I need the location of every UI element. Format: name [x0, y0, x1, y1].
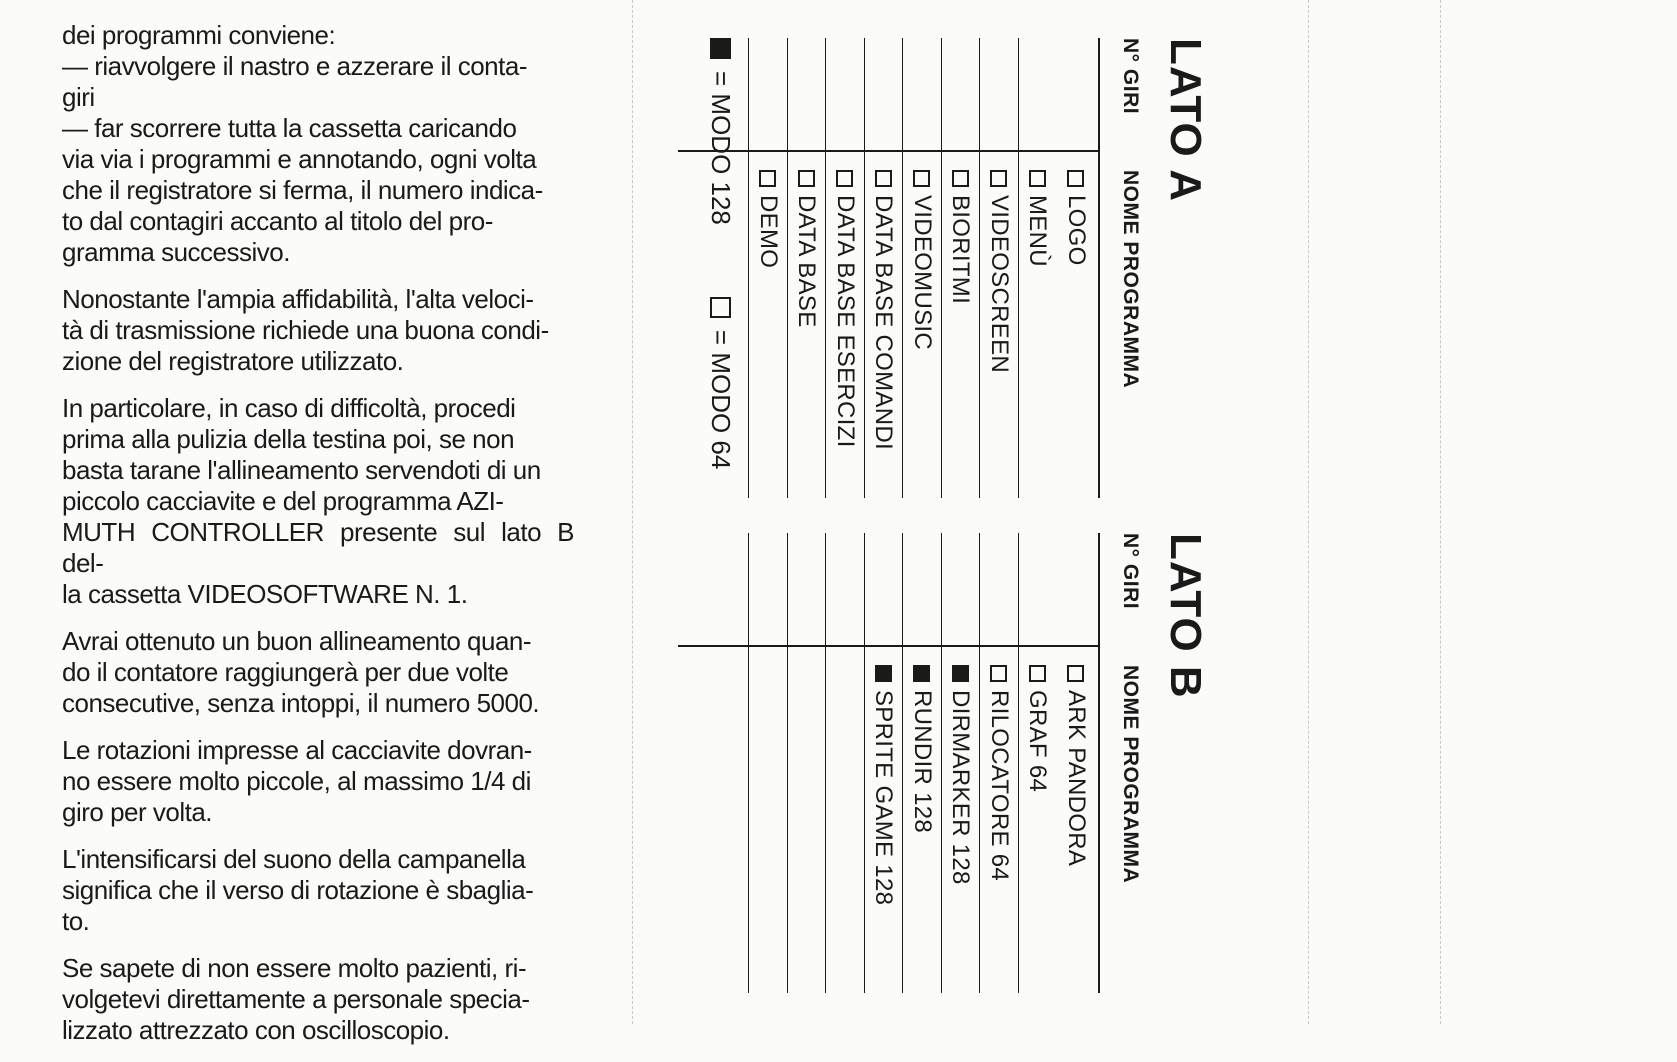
filled-square-icon [710, 38, 731, 59]
program-entry [1062, 665, 1090, 866]
program-name: VIDEOMUSIC [909, 195, 936, 351]
text-line: tà di trasmissione richiede una buona condi- [62, 315, 549, 345]
text-line: volgetevi direttamente a personale specia- [62, 984, 530, 1014]
program-entry [793, 170, 821, 328]
empty-square-icon [1068, 170, 1085, 187]
program-entry [754, 170, 782, 268]
text-line: Avrai ottenuto un buon allineamento quan- [62, 626, 532, 656]
row-separator [787, 38, 788, 498]
empty-square-icon [914, 170, 931, 187]
text-line: zione del registratore utilizzato. [62, 346, 404, 376]
paragraph-5 [62, 735, 574, 828]
text-line: via via i programmi e annotando, ogni volta [62, 144, 537, 174]
text-line: L'intensificarsi del suono della campanella [62, 844, 526, 874]
text-line: no essere molto piccole, al massimo 1/4 di [62, 766, 531, 796]
program-name: RILOCATORE 64 [986, 690, 1013, 882]
row-separator [1018, 533, 1019, 993]
empty-square-icon [952, 170, 969, 187]
header-giri: N° GIRI [1119, 533, 1142, 610]
text-line: lizzato attrezzato con oscilloscopio. [62, 1015, 450, 1045]
side-a-column [685, 38, 1210, 498]
program-entry [947, 170, 975, 304]
filled-square-icon [875, 665, 892, 682]
empty-square-icon [1029, 170, 1046, 187]
row-separator [749, 38, 750, 498]
row-separator [903, 38, 904, 498]
empty-square-icon [837, 170, 854, 187]
text-line: significa che il verso di rotazione è sbaglia- [62, 875, 534, 905]
text-line: piccolo cacciavite e del programma AZI- [62, 486, 504, 516]
empty-square-icon [991, 170, 1008, 187]
paragraph-7 [62, 953, 574, 1046]
column-divider [678, 150, 1098, 152]
program-entry [985, 665, 1013, 881]
header-rule [1098, 38, 1100, 498]
empty-square-icon [1029, 665, 1046, 682]
program-name: BIORITMI [947, 195, 975, 305]
program-entry [870, 665, 898, 905]
paragraph-1 [62, 20, 574, 268]
legend-mode-128: = MODO 128 [706, 71, 736, 225]
cassette-inlay [685, 38, 1210, 998]
program-name: RUNDIR 128 [909, 690, 936, 834]
row-separator [864, 533, 865, 993]
row-separator [749, 533, 750, 993]
text-line: do il contatore raggiungerà per due volte [62, 657, 509, 687]
instructions-panel [62, 20, 574, 1062]
empty-square-icon [760, 170, 777, 187]
text-line: to dal contagiri accanto al titolo del pro- [62, 206, 493, 236]
fold-line-1 [632, 0, 633, 1024]
legend-mode-64: = MODO 64 [706, 329, 736, 470]
program-name: DATA BASE COMANDI [870, 195, 898, 450]
header-giri: N° GIRI [1119, 38, 1142, 115]
program-entry [908, 665, 936, 833]
fold-line-2 [1308, 0, 1309, 1024]
header-nome-programma: NOME PROGRAMMA [1119, 170, 1142, 389]
program-name: DIRMARKER 128 [947, 690, 975, 885]
text-line: Le rotazioni impresse al cacciavite dovran- [62, 735, 532, 765]
paragraph-4 [62, 626, 574, 719]
program-name: ARK PANDORA [1063, 690, 1090, 867]
filled-square-icon [952, 665, 969, 682]
program-name: MENÙ [1024, 195, 1052, 267]
program-name: VIDEOSCREEN [986, 195, 1013, 374]
side-b-column [685, 533, 1210, 993]
program-entry [1024, 665, 1052, 792]
empty-square-icon [1068, 665, 1085, 682]
filled-square-icon [914, 665, 931, 682]
row-separator [941, 38, 942, 498]
text-line: gramma successivo. [62, 237, 290, 267]
row-separator [864, 38, 865, 498]
text-line: dei programmi conviene: [62, 20, 336, 50]
program-entry [1062, 170, 1090, 266]
text-line: basta tarane l'allineamento servendoti di un [62, 455, 541, 485]
paragraph-2 [62, 284, 574, 377]
program-entry [947, 665, 975, 885]
program-name: DATA BASE [793, 195, 821, 328]
text-line: Nonostante l'ampia affidabilità, l'alta veloci- [62, 284, 534, 314]
column-divider [678, 645, 1098, 647]
text-line: In particolare, in caso di difficoltà, procedi [62, 393, 516, 423]
row-separator [941, 533, 942, 993]
paragraph-6 [62, 844, 574, 937]
program-entry [870, 170, 898, 450]
empty-square-icon [798, 170, 815, 187]
program-name: DATA BASE ESERCIZI [832, 195, 859, 448]
fold-line-3 [1440, 0, 1441, 1024]
row-separator [980, 38, 981, 498]
text-line: — riavvolgere il nastro e azzerare il conta- [62, 51, 527, 81]
program-name: GRAF 64 [1024, 690, 1052, 793]
row-separator [980, 533, 981, 993]
text-line: giro per volta. [62, 797, 213, 827]
program-entry [1024, 170, 1052, 267]
text-line: to. [62, 906, 90, 936]
row-separator [903, 533, 904, 993]
text-line: giri [62, 82, 95, 112]
empty-square-icon [991, 665, 1008, 682]
text-line: la cassetta VIDEOSOFTWARE N. 1. [62, 579, 468, 609]
program-entry [908, 170, 936, 350]
empty-square-icon [875, 170, 892, 187]
text-line: Se sapete di non essere molto pazienti, ri- [62, 953, 527, 983]
program-name: DEMO [755, 195, 782, 269]
mode-legend [705, 38, 736, 469]
row-separator [826, 38, 827, 498]
program-entry [985, 170, 1013, 373]
text-line: che il registratore si ferma, il numero indica- [62, 175, 543, 205]
side-a-title: LATO A [1161, 38, 1210, 203]
text-line: MUTH CONTROLLER presente sul lato B del- [62, 517, 574, 578]
text-line: prima alla pulizia della testina poi, se non [62, 424, 515, 454]
row-separator [787, 533, 788, 993]
header-rule [1098, 533, 1100, 993]
empty-square-icon [710, 297, 731, 318]
header-nome-programma: NOME PROGRAMMA [1119, 665, 1142, 884]
paragraph-3 [62, 393, 574, 610]
program-entry [831, 170, 859, 448]
program-name: LOGO [1063, 195, 1090, 266]
row-separator [1018, 38, 1019, 498]
text-line: consecutive, senza intoppi, il numero 5000. [62, 688, 540, 718]
side-b-title: LATO B [1161, 533, 1210, 699]
row-separator [826, 533, 827, 993]
text-line: — far scorrere tutta la cassetta caricando [62, 113, 517, 143]
program-name: SPRITE GAME 128 [870, 690, 898, 906]
